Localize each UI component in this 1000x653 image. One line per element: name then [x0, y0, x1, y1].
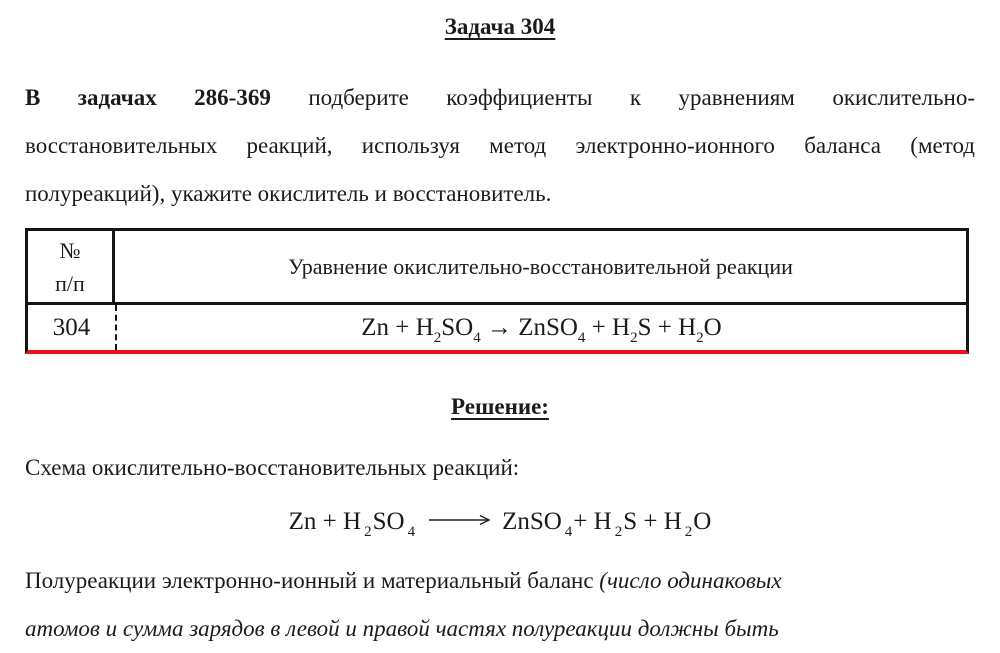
header-cell-equation: Уравнение окислительно-восстановительной реакции — [288, 253, 793, 279]
halfreaction-paragraph — [25, 557, 975, 653]
eq-subscript: 4 — [577, 329, 586, 346]
header-cell-number — [28, 231, 115, 302]
numero-sign: № — [59, 237, 81, 263]
halfreaction-regular-text: Полуреакции электронно-ионный и материальный баланс — [25, 568, 600, 593]
eq-part: O — [693, 508, 712, 535]
header-number-subtext: п/п — [55, 270, 85, 296]
eq-subscript: 2 — [364, 524, 372, 540]
long-right-arrow-icon — [428, 501, 492, 539]
eq-subscript: 2 — [614, 524, 623, 540]
eq-part: + H — [573, 508, 612, 535]
table-header-row — [28, 231, 966, 305]
solution-equation — [25, 501, 975, 541]
page-title — [25, 14, 975, 40]
eq-part: S + H — [637, 313, 697, 341]
reaction-equation — [361, 313, 722, 346]
eq-subscript: 2 — [433, 329, 442, 346]
eq-subscript: 4 — [407, 524, 416, 540]
eq-part: + H — [585, 313, 631, 341]
eq-subscript: 2 — [684, 524, 693, 540]
scheme-label: Схема окислительно-восстановительных реакций: — [25, 455, 520, 480]
cell-reaction-equation — [115, 305, 966, 350]
eq-part: Zn + H — [288, 508, 362, 535]
intro-line-3: полуреакций), укажите окислитель и восстановитель. — [25, 181, 552, 206]
intro-line-2: восстановительных реакций, используя метод электронно-ионного баланса (метод — [25, 133, 975, 158]
eq-part: SO — [441, 313, 474, 341]
solution-heading — [25, 394, 975, 420]
solution-heading-text: Решение: — [451, 394, 549, 419]
eq-part: O — [703, 313, 722, 341]
intro-line-1 — [25, 74, 975, 122]
page-title-text: Задача 304 — [444, 14, 556, 39]
halfreaction-line-1 — [25, 557, 975, 605]
eq-subscript: 4 — [564, 524, 573, 540]
reaction-table — [25, 228, 969, 354]
cell-problem-number: 304 — [52, 314, 91, 341]
eq-part: → ZnSO — [480, 313, 578, 341]
eq-part: ZnSO — [502, 508, 562, 535]
eq-part: SO — [372, 508, 405, 535]
intro-bold-range: В задачах 286-369 — [25, 85, 271, 110]
eq-subscript: 2 — [630, 329, 638, 346]
halfreaction-italic-start: (число одинаковых — [599, 568, 782, 593]
eq-subscript: 2 — [696, 329, 704, 346]
halfreaction-line-2-cutoff: атомов и сумма зарядов в левой и правой частях полуреакции должны быть — [25, 616, 779, 641]
table-row — [28, 305, 966, 350]
intro-paragraph — [25, 74, 975, 218]
eq-part: S + H — [623, 508, 682, 535]
eq-part: Zn + H — [361, 313, 434, 341]
intro-line-1-rest: подберите коэффициенты к уравнениям окислительно- — [308, 85, 975, 110]
eq-subscript: 4 — [473, 329, 481, 346]
